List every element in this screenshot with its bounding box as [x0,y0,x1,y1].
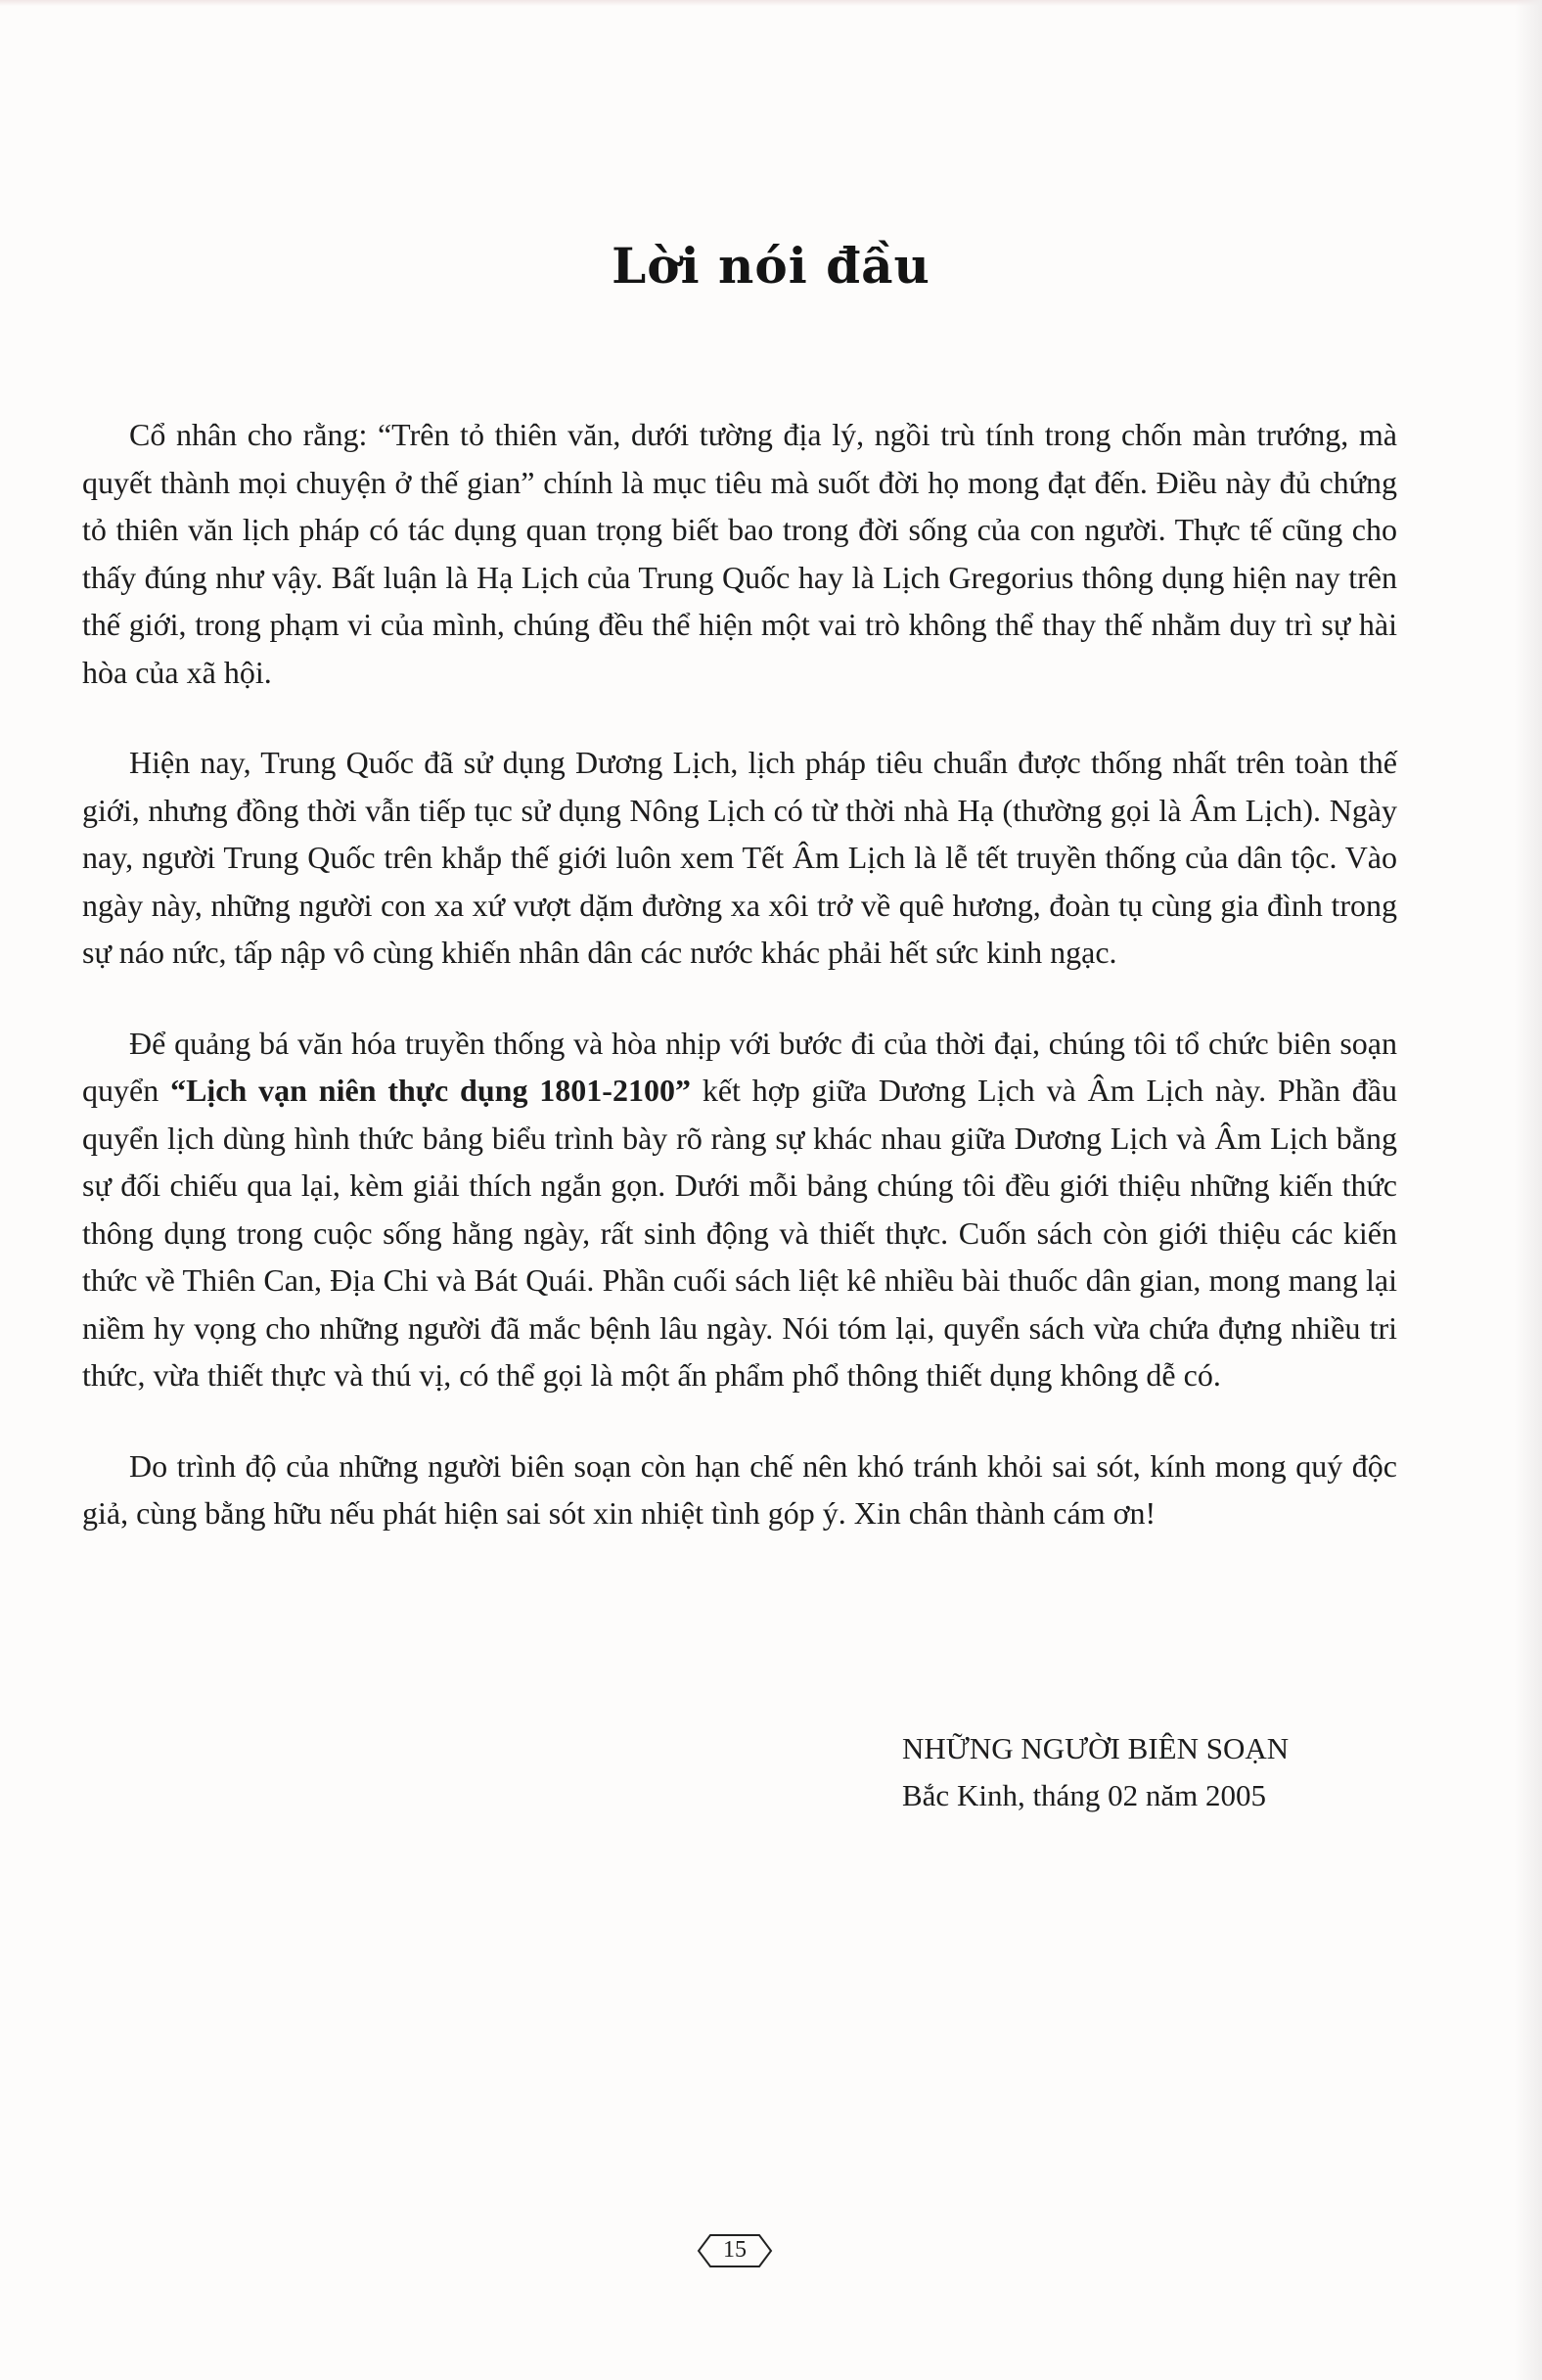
paragraph-3 [82,1020,1397,1399]
paragraph-text: Do trình độ của những người biên soạn còn hạn chế nên khó tránh khỏi sai sót, kính mong quý độc giả, cùng bằng hữu nếu phát hiện sai sót xin nhiệt tình góp ý. Xin chân thành cám ơn! [82,1447,1397,1531]
page-number: 15 [723,2237,747,2263]
paragraph-4 [82,1442,1397,1537]
paragraph-text: Cổ nhân cho rằng: “Trên tỏ thiên văn, dưới tường địa lý, ngồi trù tính trong chốn màn trướng, mà quyết thành mọi chuyện ở thế gian” chính là mục tiêu mà suốt đời họ mong đạt đến. Điều này đủ chứng tỏ thiên văn lịch pháp có tác dụng quan trọng biết bao trong đời sống của con người. Thực tế cũng cho thấy đúng như vậy. Bất luận là Hạ Lịch của Trung Quốc hay là Lịch Gregorius thông dụng hiện nay trên thế giới, trong phạm vi của mình, chúng đều thể hiện một vai trò không thể thay thế nhằm duy trì sự hài hòa của xã hội. [82,417,1397,690]
signature-block [902,1725,1289,1819]
paragraph-1 [82,411,1397,696]
signature-authors: NHỮNG NGƯỜI BIÊN SOẠN [902,1731,1290,1765]
page-edge-shadow [1515,0,1542,2380]
signature-place-date: Bắc Kinh, tháng 02 năm 2005 [902,1778,1266,1812]
preface-body [82,411,1397,1580]
paragraph-text: Để quảng bá văn hóa truyền thống và hòa nhịp với bước đi của thời đại, chúng tôi tổ chức biên soạn quyển [82,1025,1397,1108]
page-number-badge [697,2231,773,2270]
book-title: “Lịch vạn niên thực dụng 1801-2100” [170,1073,691,1108]
paragraph-2 [82,739,1397,977]
paragraph-text: Hiện nay, Trung Quốc đã sử dụng Dương Lịch, lịch pháp tiêu chuẩn được thống nhất trên toàn thế giới, nhưng đồng thời vẫn tiếp tục sử dụng Nông Lịch có từ thời nhà Hạ (thường gọi là Âm Lịch). Ngày nay, người Trung Quốc trên khắp thế giới luôn xem Tết Âm Lịch là lễ tết truyền thống của dân tộc. Vào ngày này, những người con xa xứ vượt dặm đường xa xôi trở về quê hương, đoàn tụ cùng gia đình trong sự náo nức, tấp nập vô cùng khiến nhân dân các nước khác phải hết sức kinh ngạc. [82,745,1397,970]
paragraph-text: kết hợp giữa Dương Lịch và Âm Lịch này. Phần đầu quyển lịch dùng hình thức bảng biểu trình bày rõ ràng sự khác nhau giữa Dương Lịch và Âm Lịch bằng sự đối chiếu qua lại, kèm giải thích ngắn gọn. Dưới mỗi bảng chúng tôi đều giới thiệu những kiến thức thông dụng trong cuộc sống hằng ngày, rất sinh động và thiết thực. Cuốn sách còn giới thiệu các kiến thức về Thiên Can, Địa Chi và Bát Quái. Phần cuối sách liệt kê nhiều bài thuốc dân gian, mong mang lại niềm hy vọng cho những người đã mắc bệnh lâu ngày. Nói tóm lại, quyển sách vừa chứa đựng nhiều tri thức, vừa thiết thực và thú vị, có thể gọi là một ấn phẩm phổ thông thiết dụng không dễ có. [82,1073,1398,1393]
scan-edge [0,0,1542,6]
page-title: Lời nói đầu [612,237,930,295]
